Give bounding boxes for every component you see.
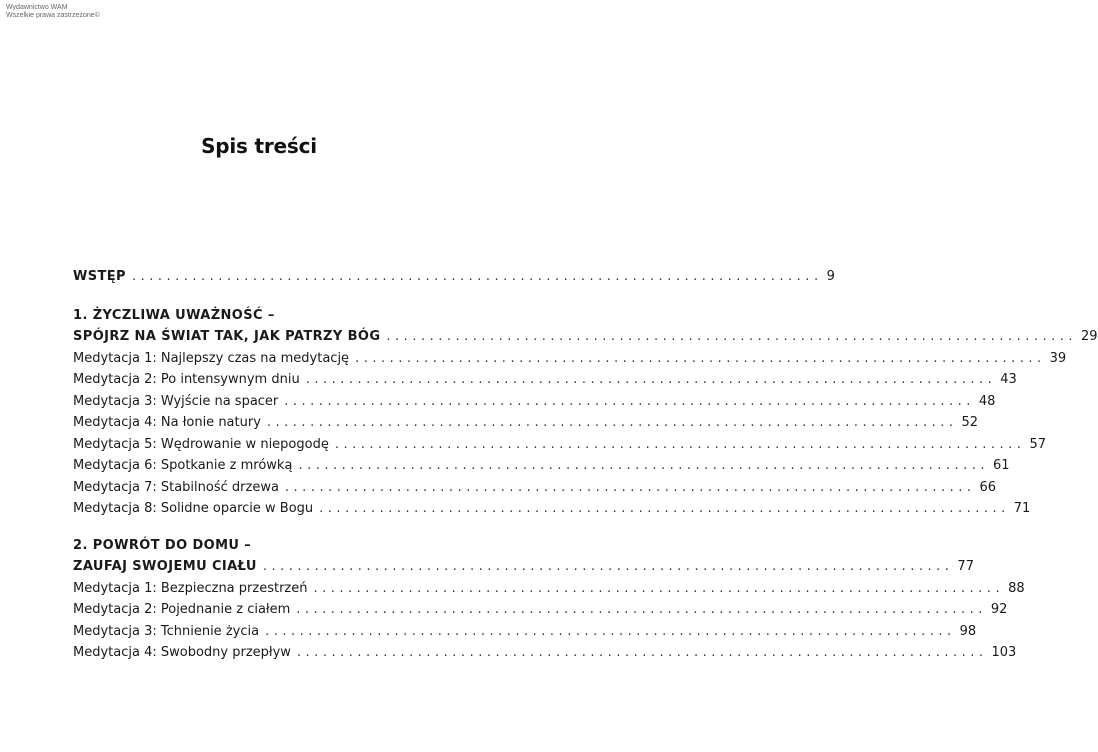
leader-dots: ................................................................................ xyxy=(296,645,988,660)
toc-entry[interactable] xyxy=(73,642,1017,664)
toc-entry-label: Medytacja 4: Na łonie natury xyxy=(73,415,261,430)
publisher-note xyxy=(6,4,100,20)
toc-entry-page: 98 xyxy=(959,623,977,639)
toc-entry-page: 43 xyxy=(1000,372,1017,387)
toc-entry-page: 57 xyxy=(1029,436,1046,452)
part-heading-line1: 1. ŻYCZLIWA UWAŻNOŚĆ – xyxy=(73,307,275,323)
toc-entry-page: 103 xyxy=(991,645,1017,660)
toc-entry-page: 71 xyxy=(1013,501,1031,516)
toc-entry[interactable] xyxy=(73,621,977,643)
toc-entry-label: Medytacja 1: Najlepszy czas na medytację xyxy=(73,350,350,366)
leader-dots: ................................................................................ xyxy=(298,458,990,473)
toc-entry[interactable] xyxy=(73,391,996,413)
copyright-notice: Wszelkie prawa zastrzeżone© xyxy=(6,12,100,19)
part-heading xyxy=(73,305,447,327)
toc-entry-page: 39 xyxy=(1049,350,1067,366)
toc-entry-page: 29 xyxy=(1081,329,1098,344)
toc-entry-label: Medytacja 2: Po intensywnym dniu xyxy=(73,372,300,387)
toc-entry-page: 66 xyxy=(979,479,997,495)
leader-dots: ................................................................................ xyxy=(265,623,956,639)
toc-entry-label: Medytacja 3: Tchnienie życia xyxy=(73,623,260,639)
leader-dots: ................................................................................ xyxy=(262,559,954,574)
leader-dots: ................................................................................ xyxy=(284,393,975,409)
toc-entry[interactable] xyxy=(73,348,1067,370)
leader-dots: ................................................................................ xyxy=(296,602,987,617)
toc-entry-label: Medytacja 1: Bezpieczna przestrzeń xyxy=(73,580,308,596)
toc-entry-label: Medytacja 7: Stabilność drzewa xyxy=(73,479,279,495)
toc-entry-label: Medytacja 4: Swobodny przepływ xyxy=(73,645,291,660)
leader-dots: ................................................................................ xyxy=(305,372,997,387)
toc-entry[interactable] xyxy=(73,498,1031,520)
toc-entry-label: Medytacja 2: Pojednanie z ciałem xyxy=(73,602,291,617)
leader-dots: ................................................................................ xyxy=(386,329,1078,344)
toc-entry-page: 92 xyxy=(990,602,1008,617)
toc-entry-page: 9 xyxy=(826,269,835,284)
toc-entry-page: 61 xyxy=(993,458,1010,473)
toc-entry-page: 88 xyxy=(1008,580,1025,596)
toc-entry-label: Medytacja 8: Solidne oparcie w Bogu xyxy=(73,501,314,516)
toc-entry[interactable] xyxy=(73,412,979,434)
table-of-contents xyxy=(73,266,1098,664)
toc-entry[interactable] xyxy=(73,369,1017,391)
part-heading-line2: ZAUFAJ SWOJEMU CIAŁU xyxy=(73,559,257,574)
leader-dots: ................................................................................ xyxy=(266,415,958,430)
toc-entry[interactable] xyxy=(73,455,1010,477)
toc-entry-label: Medytacja 3: Wyjście na spacer xyxy=(73,393,279,409)
toc-entry-part2[interactable] xyxy=(73,556,974,578)
leader-dots: ................................................................................ xyxy=(313,580,1005,596)
toc-entry-label: WSTĘP xyxy=(73,269,126,284)
toc-entry[interactable] xyxy=(73,578,1025,600)
toc-entry-label: Medytacja 6: Spotkanie z mrówką xyxy=(73,458,293,473)
toc-entry-page: 77 xyxy=(957,559,974,574)
toc-entry-page: 48 xyxy=(978,393,996,409)
toc-entry[interactable] xyxy=(73,434,1046,456)
toc-entry[interactable] xyxy=(73,599,1008,621)
toc-entry-page: 52 xyxy=(961,415,979,430)
page-title: Spis treści xyxy=(201,134,317,158)
leader-dots: ................................................................................ xyxy=(319,501,1010,516)
part-heading xyxy=(73,535,447,557)
toc-entry[interactable] xyxy=(73,477,997,499)
part-heading-line1: 2. POWRÓT DO DOMU – xyxy=(73,537,252,553)
toc-entry-intro[interactable] xyxy=(73,266,835,288)
part-heading-line2: SPÓJRZ NA ŚWIAT TAK, JAK PATRZY BÓG xyxy=(73,329,381,344)
part1-entries xyxy=(73,348,1067,520)
leader-dots: ................................................................................ xyxy=(355,350,1046,366)
part2-entries xyxy=(73,578,1025,664)
leader-dots: ................................................................................ xyxy=(334,436,1026,452)
toc-entry-part1[interactable] xyxy=(73,326,1098,348)
leader-dots: ................................................................................ xyxy=(284,479,976,495)
publisher-name: Wydawnictwo WAM xyxy=(6,4,68,11)
toc-entry-label: Medytacja 5: Wędrowanie w niepogodę xyxy=(73,436,329,452)
leader-dots: ................................................................................ xyxy=(131,269,823,284)
